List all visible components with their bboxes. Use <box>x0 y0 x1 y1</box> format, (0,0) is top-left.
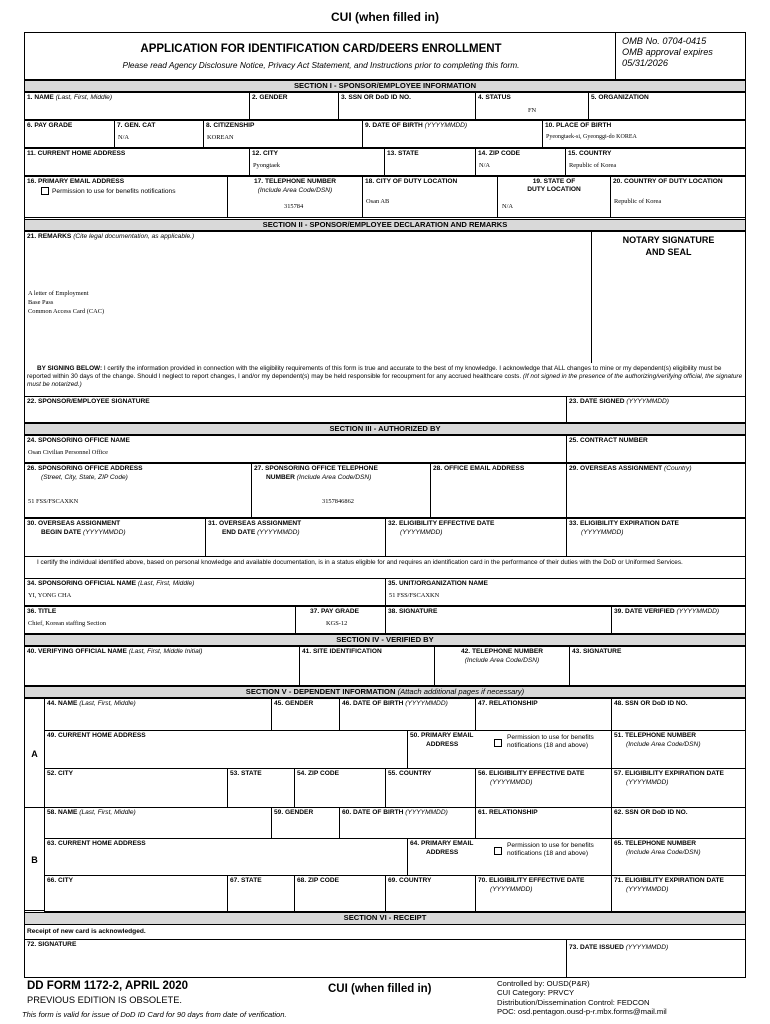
zip-value: N/A <box>479 162 491 169</box>
label-hint: (YYYYMMDD) <box>83 529 126 536</box>
label-hint: (Last, First, Middle) <box>79 809 136 816</box>
field-54-zip[interactable] <box>294 768 386 808</box>
field-25-contract[interactable] <box>566 435 746 463</box>
label: 16. PRIMARY EMAIL ADDRESS <box>27 178 125 185</box>
label: 21. REMARKS <box>27 233 72 240</box>
omb-date: 05/31/2026 <box>622 58 668 68</box>
field-21-remarks[interactable] <box>24 231 592 363</box>
label-hint: (Last, First, Middle) <box>55 94 113 101</box>
dependent-a-marker: A <box>24 698 45 808</box>
label-hint: (YYYYMMDD) <box>626 779 669 786</box>
field-8-citizenship[interactable] <box>203 120 363 148</box>
field-44-name[interactable] <box>44 698 272 731</box>
label: 55. COUNTRY <box>388 770 432 777</box>
receipt-text: Receipt of new card is acknowledged. <box>27 928 146 935</box>
notary-line-1: NOTARY SIGNATURE <box>622 235 715 245</box>
label-hint: (Country) <box>664 465 692 472</box>
label: 28. OFFICE EMAIL ADDRESS <box>433 465 525 472</box>
notary-line-2: AND SEAL <box>645 247 692 257</box>
perm-line-1: Permission to use for benefits <box>507 734 594 741</box>
field-71-eligibility-expiration[interactable] <box>611 875 746 912</box>
field-58-name[interactable] <box>44 807 272 839</box>
field-10-place-of-birth[interactable] <box>542 120 746 148</box>
field-51-telephone[interactable] <box>611 730 746 769</box>
field-46-dob[interactable] <box>339 698 476 731</box>
field-14-zip[interactable] <box>475 148 566 176</box>
label: 18. CITY OF DUTY LOCATION <box>365 178 458 185</box>
place-of-birth-value: Pyeongtaek-si, Gyeonggi-do KOREA <box>546 134 637 140</box>
field-30-begin-date[interactable] <box>24 518 206 557</box>
label: 1. NAME <box>27 94 54 101</box>
notary-box <box>591 231 746 363</box>
section-6-header: SECTION VI - RECEIPT <box>24 912 746 925</box>
perm-line-2: notifications (18 and above) <box>507 850 589 857</box>
label-hint: (YYYYMMDD) <box>581 529 624 536</box>
label-hint: (Include Area Code/DSN) <box>257 187 333 194</box>
label-2: END DATE <box>222 529 256 536</box>
label: 25. CONTRACT NUMBER <box>569 437 648 444</box>
field-55-country[interactable] <box>385 768 476 808</box>
field-48-ssn[interactable] <box>611 698 746 731</box>
label: 38. SIGNATURE <box>388 608 438 615</box>
field-4-status[interactable] <box>475 92 589 120</box>
remark-1: A letter of Employment <box>28 290 89 297</box>
field-36-title[interactable] <box>24 606 296 634</box>
controlled-by: Controlled by: OUSD(P&R) <box>497 979 590 988</box>
section-1-header: SECTION I - SPONSOR/EMPLOYEE INFORMATION <box>24 80 746 92</box>
label: 62. SSN OR DoD ID NO. <box>614 809 688 816</box>
label: 50. PRIMARY EMAIL <box>410 732 474 739</box>
field-16-email[interactable] <box>24 176 228 218</box>
label: 29. OVERSEAS ASSIGNMENT <box>569 465 663 472</box>
field-49-home-address[interactable] <box>44 730 408 769</box>
label: 45. GENDER <box>274 700 314 707</box>
label-2: ADDRESS <box>426 849 459 856</box>
label: 67. STATE <box>230 877 262 884</box>
label-hint: (YYYYMMDD) <box>405 809 448 816</box>
label: 30. OVERSEAS ASSIGNMENT <box>27 520 121 527</box>
cui-category: CUI Category: PRVCY <box>497 988 575 998</box>
label: 58. NAME <box>47 809 78 816</box>
valid-note: This form is valid for issue of DoD ID Card for 90 days from date of verification. <box>22 1010 287 1019</box>
label: 72. SIGNATURE <box>27 941 77 948</box>
field-70-eligibility-effective[interactable] <box>475 875 612 912</box>
field-72-signature[interactable] <box>24 939 567 978</box>
section-4-header: SECTION IV - VERIFIED BY <box>24 634 746 646</box>
field-57-eligibility-expiration[interactable] <box>611 768 746 808</box>
sign-italic: (If not signed in the presence of the authorizing/verifying official, the signature must be notarized.) <box>27 373 743 388</box>
label-hint: (YYYYMMDD) <box>424 122 468 129</box>
field-2-gender[interactable] <box>249 92 339 120</box>
field-68-zip[interactable] <box>294 875 386 912</box>
label: 23. DATE SIGNED <box>569 398 625 405</box>
field-63-home-address[interactable] <box>44 838 408 876</box>
field-45-gender[interactable] <box>271 698 340 731</box>
field-18-duty-city[interactable] <box>362 176 498 218</box>
sign-bold: BY SIGNING BELOW: <box>37 365 103 372</box>
form-header <box>24 32 616 80</box>
remark-3: Common Access Card (CAC) <box>28 308 105 315</box>
remark-2: Base Pass <box>28 299 54 306</box>
perm-line-1: Permission to use for benefits <box>507 842 594 849</box>
label: 5. ORGANIZATION <box>591 94 649 101</box>
duty-city-value: Osan AB <box>366 198 390 205</box>
distribution-control: Distribution/Dissemination Control: FEDCON <box>497 997 650 1007</box>
label: 63. CURRENT HOME ADDRESS <box>47 840 146 847</box>
label: 15. COUNTRY <box>568 150 612 157</box>
label-hint: (YYYYMMDD) <box>257 529 300 536</box>
label-hint: (Last, First, Middle Initial) <box>128 648 203 655</box>
label-hint: (YYYYMMDD) <box>626 398 669 405</box>
obsolete-note: PREVIOUS EDITION IS OBSOLETE. <box>27 995 182 1005</box>
city-value: Pyongtaek <box>253 162 280 169</box>
office-name-value: Osan Civilian Personnel Office <box>28 449 108 456</box>
field-66-city[interactable] <box>44 875 228 912</box>
label: 3. SSN OR DoD ID NO. <box>341 94 411 101</box>
field-62-ssn[interactable] <box>611 807 746 839</box>
section-5-note: (Attach additional pages if necessary) <box>397 687 525 696</box>
field-38-signature[interactable] <box>385 606 612 634</box>
label: 14. ZIP CODE <box>478 150 521 157</box>
field-27-office-phone[interactable] <box>251 463 431 518</box>
label: 8. CITIZENSHIP <box>206 122 255 129</box>
office-address-value: 51 FSS/FSCAXKN <box>28 498 79 505</box>
label: 9. DATE OF BIRTH <box>365 122 423 129</box>
label: 44. NAME <box>47 700 78 707</box>
field-34-official-name[interactable] <box>24 578 386 606</box>
section-5-title: SECTION V - DEPENDENT INFORMATION <box>245 687 396 696</box>
field-17-telephone[interactable] <box>227 176 363 218</box>
field-19-duty-state[interactable] <box>497 176 611 218</box>
certify-statement: I certify the individual identified above, based on personal knowledge and available documentation, is in a status eligible for and requires an identification card in the performance of their duties with the DoD or Uniformed Services. <box>37 559 683 566</box>
label-hint: (Include Area Code/DSN) <box>626 741 701 748</box>
field-22-signature[interactable] <box>24 396 567 423</box>
label-hint: (Cite legal documentation, as applicable.) <box>73 233 195 240</box>
label: 42. TELEPHONE NUMBER <box>460 648 544 655</box>
field-40-verifying-official[interactable] <box>24 646 300 686</box>
top-cui-banner: CUI (when filled in) <box>331 10 439 24</box>
field-28-office-email[interactable] <box>430 463 567 518</box>
official-name-value: YI, YONG CHA <box>28 592 72 599</box>
permission-label: Permission to use for benefits notifications <box>52 187 176 195</box>
label-hint: (YYYYMMDD) <box>676 608 720 615</box>
label: 61. RELATIONSHIP <box>478 809 538 816</box>
field-65-telephone[interactable] <box>611 838 746 876</box>
label-hint: (Last, First, Middle) <box>79 700 136 707</box>
label: 56. ELIGIBILITY EFFECTIVE DATE <box>478 770 585 777</box>
unit-org-value: 51 FSS/FSCAXKN <box>389 592 440 599</box>
footer-control-block <box>497 979 667 1016</box>
label: 70. ELIGIBILITY EFFECTIVE DATE <box>478 877 585 884</box>
section-5-header <box>24 686 746 698</box>
status-value: FN <box>528 107 537 114</box>
label: 37. PAY GRADE <box>310 608 359 615</box>
label: 22. SPONSOR/EMPLOYEE SIGNATURE <box>27 398 150 405</box>
field-12-city[interactable] <box>249 148 385 176</box>
field-53-state[interactable] <box>227 768 295 808</box>
label-hint: (Last, First, Middle) <box>137 580 195 587</box>
field-32-eligibility-effective[interactable] <box>385 518 567 557</box>
omb-number: OMB No. 0704-0415 <box>622 36 707 46</box>
form-subtitle: Please read Agency Disclosure Notice, Privacy Act Statement, and Instructions prior to completing this form. <box>122 60 520 70</box>
field-64-email[interactable] <box>407 838 612 876</box>
label: 66. CITY <box>47 877 74 884</box>
field-31-end-date[interactable] <box>205 518 386 557</box>
label: 19. STATE OF <box>532 178 576 185</box>
label: 2. GENDER <box>252 94 288 101</box>
label: 41. SITE IDENTIFICATION <box>302 648 382 655</box>
field-15-country[interactable] <box>565 148 746 176</box>
label: 69. COUNTRY <box>388 877 432 884</box>
duty-country-value: Republic of Korea <box>614 198 662 205</box>
label-hint: (YYYYMMDD) <box>490 886 533 893</box>
dependent-b-marker: B <box>24 807 45 911</box>
field-5-organization[interactable] <box>588 92 746 120</box>
office-phone-value: 3157846862 <box>322 498 354 505</box>
label: 53. STATE <box>230 770 262 777</box>
permission-checkbox-a[interactable] <box>494 739 502 747</box>
signing-statement-text <box>27 365 743 389</box>
field-59-gender[interactable] <box>271 807 340 839</box>
field-35-unit-org[interactable] <box>385 578 746 606</box>
label: 27. SPONSORING OFFICE TELEPHONE <box>254 465 378 472</box>
label: 34. SPONSORING OFFICIAL NAME <box>27 580 137 587</box>
field-52-city[interactable] <box>44 768 228 808</box>
label-2: BEGIN DATE <box>41 529 82 536</box>
duty-state-value: N/A <box>502 203 514 210</box>
field-9-dob[interactable] <box>362 120 543 148</box>
poc-email: POC: osd.pentagon.ousd-p-r.mbx.forms@mail.mil <box>497 1006 667 1016</box>
field-42-telephone[interactable] <box>434 646 570 686</box>
label: 52. CITY <box>47 770 74 777</box>
label: 43. SIGNATURE <box>572 648 622 655</box>
field-73-date-issued[interactable] <box>566 939 746 978</box>
label: 4. STATUS <box>478 94 511 101</box>
label: 65. TELEPHONE NUMBER <box>614 840 697 847</box>
section-2-header: SECTION II - SPONSOR/EMPLOYEE DECLARATION AND REMARKS <box>24 219 746 231</box>
form-number: DD FORM 1172-2, APRIL 2020 <box>27 980 189 992</box>
field-37-pay-grade[interactable] <box>295 606 386 634</box>
label-hint: (YYYYMMDD) <box>625 944 669 951</box>
label-hint: (Include Area Code/DSN) <box>626 849 701 856</box>
field-61-relationship[interactable] <box>475 807 612 839</box>
label: 32. ELIGIBILITY EFFECTIVE DATE <box>388 520 495 527</box>
label: 10. PLACE OF BIRTH <box>545 122 612 129</box>
label: 64. PRIMARY EMAIL <box>410 840 474 847</box>
label: 68. ZIP CODE <box>297 877 340 884</box>
label: 60. DATE OF BIRTH <box>342 809 404 816</box>
pay-grade-value: KGS-12 <box>326 620 348 627</box>
label: 46. DATE OF BIRTH <box>342 700 404 707</box>
field-29-overseas-country[interactable] <box>566 463 746 518</box>
label: 40. VERIFYING OFFICIAL NAME <box>27 648 127 655</box>
label: 13. STATE <box>387 150 419 157</box>
field-69-country[interactable] <box>385 875 476 912</box>
label: 7. GEN. CAT <box>117 122 156 129</box>
label: 17. TELEPHONE NUMBER <box>253 178 337 185</box>
omb-box <box>615 32 746 80</box>
field-39-date-verified[interactable] <box>611 606 746 634</box>
telephone-value: 315784 <box>284 203 304 210</box>
field-33-eligibility-expiration[interactable] <box>566 518 746 557</box>
label-hint: (Include Area Code/DSN) <box>464 657 540 664</box>
label-hint: (YYYYMMDD) <box>400 529 443 536</box>
permission-checkbox[interactable] <box>41 187 49 195</box>
field-56-eligibility-effective[interactable] <box>475 768 612 808</box>
field-6-pay-grade[interactable] <box>24 120 115 148</box>
field-1-name[interactable] <box>24 92 250 120</box>
label: 59. GENDER <box>274 809 314 816</box>
field-20-duty-country[interactable] <box>610 176 746 218</box>
field-3-ssn[interactable] <box>338 92 476 120</box>
citizenship-value: KOREAN <box>207 134 234 141</box>
section-3-header: SECTION III - AUTHORIZED BY <box>24 423 746 435</box>
field-47-relationship[interactable] <box>475 698 612 731</box>
label-hint: (Include Area Code/DSN) <box>296 474 372 481</box>
label-hint: (YYYYMMDD) <box>490 779 533 786</box>
label: 71. ELIGIBILITY EXPIRATION DATE <box>614 877 724 884</box>
label: 47. RELATIONSHIP <box>478 700 538 707</box>
field-60-dob[interactable] <box>339 807 476 839</box>
sign-text: I certify the information provided in connection with the eligibility requirements of this form is true and accurate to the best of my knowledge. I acknowledge that ALL changes to mine or my dependent(s) eligibility must be reported within 30 days of the change. Should I neglect to report changes, I and/or my dependent(s) may be held responsible for recoupment for any accrued healthcare costs. <box>27 365 722 380</box>
label: 33. ELIGIBILITY EXPIRATION DATE <box>569 520 679 527</box>
label: 20. COUNTRY OF DUTY LOCATION <box>613 178 723 185</box>
title-value: Chief, Korean staffing Section <box>28 620 106 627</box>
label: 24. SPONSORING OFFICE NAME <box>27 437 130 444</box>
field-50-email[interactable] <box>407 730 612 769</box>
label: 54. ZIP CODE <box>297 770 340 777</box>
label: 49. CURRENT HOME ADDRESS <box>47 732 146 739</box>
field-26-office-address[interactable] <box>24 463 252 518</box>
field-43-signature[interactable] <box>569 646 746 686</box>
label-2: ADDRESS <box>426 741 459 748</box>
field-13-state[interactable] <box>384 148 476 176</box>
label: 73. DATE ISSUED <box>569 944 624 951</box>
gen-cat-value: N/A <box>118 134 130 141</box>
label-2: DUTY LOCATION <box>527 186 581 193</box>
field-23-date-signed[interactable] <box>566 396 746 423</box>
label: 36. TITLE <box>27 608 57 615</box>
label: 35. UNIT/ORGANIZATION NAME <box>388 580 488 587</box>
label: 48. SSN OR DoD ID NO. <box>614 700 688 707</box>
label: 51. TELEPHONE NUMBER <box>614 732 697 739</box>
label: 11. CURRENT HOME ADDRESS <box>27 150 126 157</box>
label-hint: (YYYYMMDD) <box>405 700 448 707</box>
label-hint: (Street, City, State, ZIP Code) <box>41 474 128 481</box>
label: 57. ELIGIBILITY EXPIRATION DATE <box>614 770 724 777</box>
receipt-statement <box>24 924 746 940</box>
country-value: Republic of Korea <box>569 162 617 169</box>
field-7-gen-cat[interactable] <box>114 120 204 148</box>
form-title: APPLICATION FOR IDENTIFICATION CARD/DEERS ENROLLMENT <box>140 43 502 55</box>
label: 6. PAY GRADE <box>27 122 73 129</box>
permission-checkbox-b[interactable] <box>494 847 502 855</box>
label-hint: (YYYYMMDD) <box>626 886 669 893</box>
label: 31. OVERSEAS ASSIGNMENT <box>208 520 302 527</box>
field-67-state[interactable] <box>227 875 295 912</box>
label: 26. SPONSORING OFFICE ADDRESS <box>27 465 143 472</box>
field-41-site-id[interactable] <box>299 646 435 686</box>
field-11-home-address[interactable] <box>24 148 250 176</box>
field-24-office-name[interactable] <box>24 435 567 463</box>
footer-cui: CUI (when filled in) <box>328 983 432 995</box>
label: 39. DATE VERIFIED <box>614 608 675 615</box>
perm-line-2: notifications (18 and above) <box>507 742 589 749</box>
label-2: NUMBER <box>266 474 295 481</box>
omb-approval: OMB approval expires <box>622 47 713 57</box>
label: 12. CITY <box>252 150 279 157</box>
